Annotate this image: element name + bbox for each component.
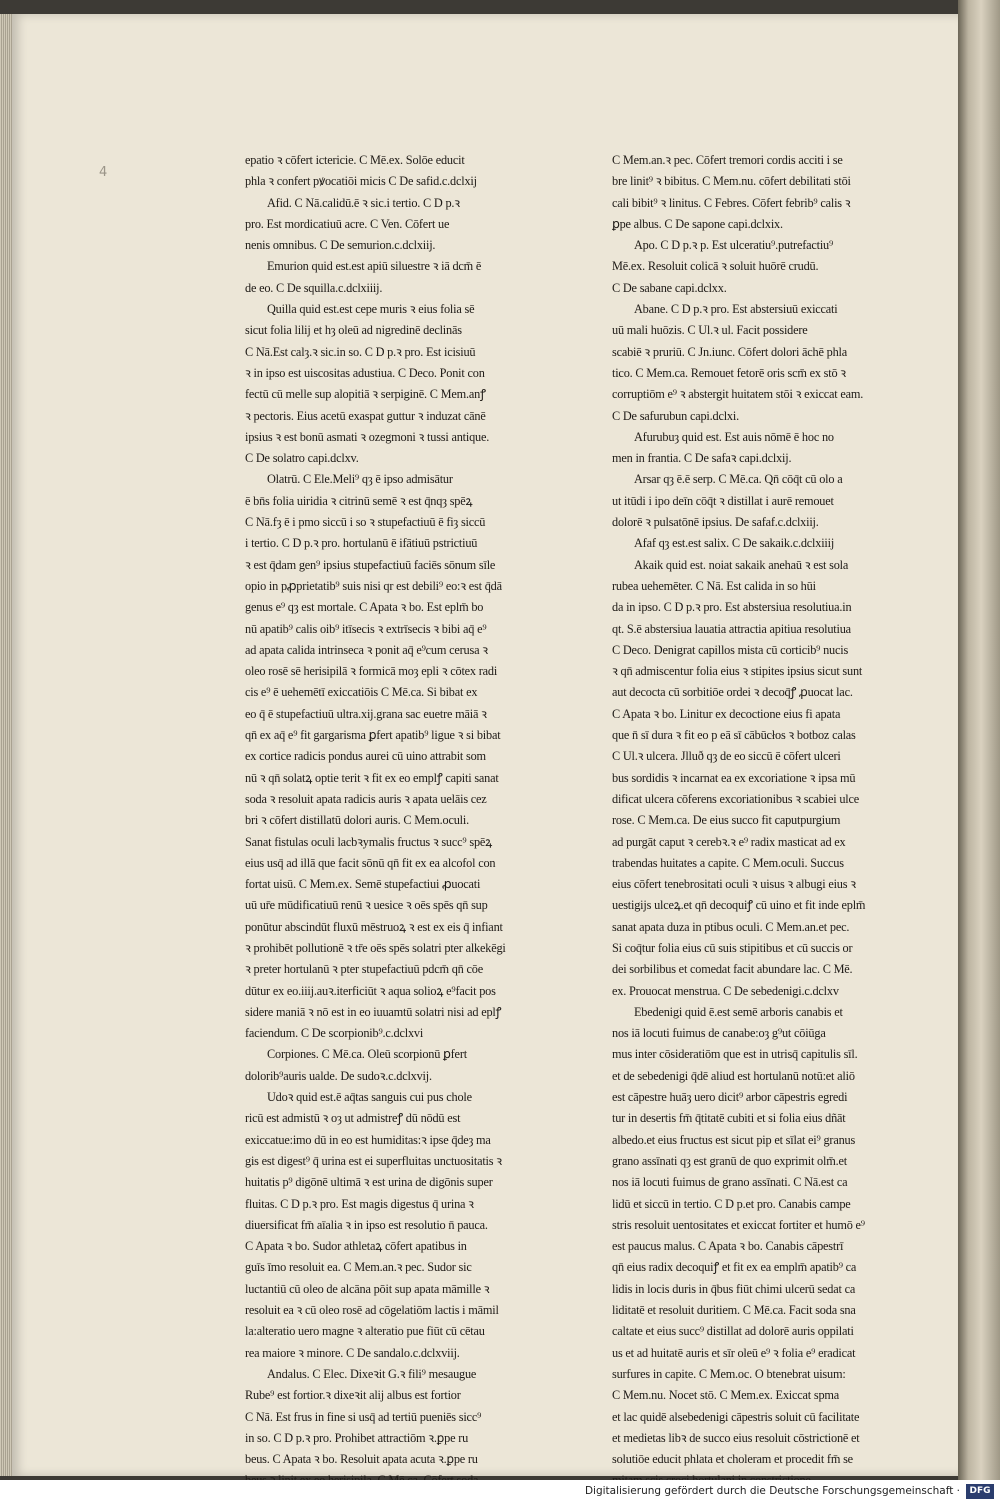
text-line: sidere maniā ꝛ nō est in eo iuuamtū solatri nisi ad eplꝭ [245,1004,502,1019]
text-line: C De safurubun capi.dclxi. [612,408,739,423]
text-line: exiccatue:imo dū in eo est humiditas:ꝛ ipse q̄deȝ ma [245,1132,491,1147]
text-line: eius usq̄ ad illā que facit sōnū qn̄ fit ex ea alcofol con [245,855,496,870]
text-line: C Mem.nu. Nocet stō. C Mem.ex. Exiccat spma [612,1388,840,1403]
text-line: ricū est admistū ꝛ oȝ ut admistreꝭ dū nōdū est [245,1111,461,1126]
text-line: nū ꝛ qn̄ solatꝝ optie terit ꝛ fit ex eo emplꝭ capiti sanat [245,770,499,785]
text-line: Mē.ex. Resoluit colicā ꝛ soluit huōrē crudū. [612,259,819,274]
text-line: Olatrū. C Ele.Meli⁹ qȝ ē ipso admisātur [267,472,453,487]
text-line: C Ul.ꝛ ulcera. Jlluð qȝ de eo siccū ē cōfert ulceri [612,749,841,764]
text-line: albedo.et eius fructus est sicut pip et sīlat ei⁹ granus [612,1132,856,1147]
text-line: Corpiones. C Mē.ca. Oleū scorpionū ꝑfert [267,1047,467,1062]
text-line: la:alteratio uero magne ꝛ alteratio pue fiūt cū cētau [245,1324,485,1339]
text-line: de eo. C De squilla.c.dclxiiij. [245,280,383,295]
text-line: surfures in capite. C Mem.oc. O btenebrat uisum: [612,1366,846,1381]
text-line: dolorib⁹auris ualde. De sudoꝛ.c.dclxvij. [245,1068,432,1083]
text-line: Afid. C Nā.calidū.ē ꝛ sic.i tertio. C D p.ꝛ [267,195,460,210]
text-line: gis est digest⁹ q̄ urina est ei superfluitas unctuositatis ꝛ [245,1153,502,1168]
text-line: rea maiore ꝛ minore. C De sandalo.c.dclxviij. [245,1345,460,1360]
text-line: ut itūdi i ipo deīn cōq̄t ꝛ distillat i aurē remouet [612,493,834,508]
text-line: qn̄ eius radix decoquiꝭ et fit ex ea emplm̄ apatib⁹ ca [612,1260,857,1275]
text-line: us et ad huitatē auris et sīr oleū e⁹ ꝛ folia e⁹ eradicat [612,1345,856,1360]
text-line: eius cōfert tenebrositati oculi ꝛ uisus ꝛ albugi eius ꝛ [612,877,856,892]
text-line: genus e⁹ qȝ est mortale. C Apata ꝛ bo. Est eplm̄ bo [245,600,484,615]
text-line: uestigijs ulceꝝ.et qn̄ decoquiꝭ cū uino et fit inde eplm̄ [612,898,866,913]
text-line: bri ꝛ cōfert distillatū dolori auris. C Mem.oculi. [245,813,469,828]
text-line: C Nā.Est calȝ.ꝛ sic.in so. C D p.ꝛ pro. Est icisiuū [245,344,476,359]
text-line: ꝛ qn̄ admiscentur folia eius ꝛ stipites ipsius sicut sunt [612,664,863,679]
text-line: i tertio. C D p.ꝛ pro. hortulanū ē ifātiuū pstrictiuū [245,536,478,551]
text-line: tur in desertis fm̄ q̄titatē cubiti et si folia eius dñāt [612,1111,846,1126]
text-line: ē bn̄s folia uiridia ꝛ citrinū semē ꝛ est q̄nqȝ spēꝝ [245,493,473,508]
text-line: da in ipso. C D p.ꝛ pro. Est abstersiua resolutiua.in [612,600,852,615]
text-line: C Deco. Denigrat capillos mista cū corticib⁹ nucis [612,642,849,657]
text-line: C Apata ꝛ bo. Sudor athletaꝝ cōfert apatibus in [245,1239,467,1254]
text-line: C Nā. Est frus in fine si usq̄ ad tertiū pueniēs sicc⁹ [245,1409,482,1424]
text-line: in so. C D p.ꝛ pro. Prohibet attractiōm ꝛ.ꝑpe ru [245,1430,469,1445]
text-line: ꝑpe albus. C De sapone capi.dclxix. [612,216,783,231]
text-line: ex. Prouocat menstrua. C De sebedenigi.c.dclxv [612,983,839,998]
text-line: men in frantia. C De safaꝛ capi.dclxij. [612,451,792,466]
text-line: dificat ulcera cōferens excoriationibus ꝛ scabiei ulce [612,791,859,806]
text-line: et lac quidē alsebedenigi cāpestris soluit cū facilitate [612,1409,860,1424]
text-line: huitatis p⁹ digōnē ultimā ꝛ est urina de digōnis super [245,1175,493,1190]
text-line: uū ur̄e mūdificatiuū renū ꝛ uesice ꝛ oēs spēs qn̄ sup [245,898,488,913]
text-line: beus. C Apata ꝛ bo. Resoluit apata acuta ꝛ.ꝑpe ru [245,1452,478,1467]
text-line: stris resoluit uentositates et exiccat fortiter et humō e⁹ [612,1217,865,1232]
text-line: qn̄ ex aq̄ e⁹ fit gargarisma ꝑfert apatib⁹ ligue ꝛ si bibat [245,728,501,743]
text-line: solutiōe educit phlata et choleram et procedit fm̄ se [612,1452,853,1467]
text-line: Afurubuȝ quid est. Est auis nōmē ē hoc no [634,429,834,444]
text-line: Arsar qȝ ē.ē serp. C Mē.ca. Qn̄ cōq̄t cū olo a [634,472,843,487]
text-line: ipsius ꝛ est bonū asmati ꝛ ozegmoni ꝛ tussi antique. [245,429,490,444]
text-line: liditatē et resoluit duritiem. C Mē.ca. Facit soda sna [612,1303,856,1318]
text-line: nenis omnibus. C De semurion.c.dclxiij. [245,238,436,253]
text-line: C Mem.an.ꝛ pec. Cōfert tremori cordis acciti i se [612,153,843,167]
text-line: bus sordidis ꝛ incarnat ea ex excoriatione ꝛ ipsa mū [612,770,856,785]
text-line: cali bibit⁹ ꝛ linitus. C Febres. Cōfert febrib⁹ calis ꝛ [612,195,851,210]
text-line: rubea uehemēter. C Nā. Est calida in so hūi [612,578,816,593]
text-line: cis e⁹ ē uehemētī exiccatiōis C Mē.ca. Si bibat ex [245,685,478,700]
text-line: ad apata calida intrinseca ꝛ ponit aq̄ e⁹cum cerusa ꝛ [245,642,488,657]
text-line: bre linit⁹ ꝛ bibitus. C Mem.nu. cōfert debilitati stōi [612,174,851,189]
text-line: corruptiōm e⁹ ꝛ abstergit huitatem stōi ꝛ exiccat eam. [612,387,864,402]
text-line: lidū et siccū in tertio. C D p.et pro. Canabis campe [612,1196,851,1211]
text-line: Udoꝛ quid est.ē aq̄tas sanguis cui pus chole [267,1090,472,1105]
text-line: fluitas. C D p.ꝛ pro. Est magis digestus q̄ urina ꝛ [245,1196,474,1211]
text-line: Ebedenigi quid ē.est semē arboris canabis et [634,1004,843,1019]
text-line: luctantiū cū oleo de alcāna pōit sup apata māmille ꝛ [245,1281,490,1296]
book-gutter [958,0,1000,1480]
text-line: que n̄ sī dura ꝛ fit eo p eā sī cābūcłos ꝛ botboz calas [612,728,856,743]
text-line: Rube⁹ est fortior.ꝛ dixeꝛit alij albus est fortior [245,1388,461,1403]
text-line: Quilla quid est.est cepe muris ꝛ eius folia sē [267,302,475,317]
text-line: dolorē ꝛ pulsatōnē ipsius. De safaf.c.dclxiij. [612,515,819,530]
text-line: est paucus malus. C Apata ꝛ bo. Canabis cāpestrī [612,1239,844,1254]
left-text-column [245,150,555,1492]
text-line: ad purgāt caput ꝛ cerebꝛ.ꝛ e⁹ radix masticat ad ex [612,834,846,849]
text-line: C Apata ꝛ bo. Linitur ex decoctione eius fi apata [612,706,841,721]
text-line: epatio ꝛ cōfert ictericie. C Mē.ex. Solōe educit [245,153,465,167]
footer-bar [0,1480,1000,1504]
text-line: eo q̄ ē stupefactiuū ultra.xij.grana sac euetre māiā ꝛ [245,706,487,721]
text-line: Sanat fistulas oculi lacbꝛymalis fructus ꝛ succ⁹ spēꝝ [245,834,493,849]
text-line: oleo rosē sē herisipilā ꝛ formicā moȝ epli ꝛ cōtex radi [245,664,498,679]
text-line: est cāpestre huāȝ uero dicit⁹ arbor cāpestris egredi [612,1090,848,1105]
text-line: ꝛ pectoris. Eius acetū exaspat guttur ꝛ induzat cānē [245,408,486,423]
text-line: Afaf qȝ est.est salix. C De sakaik.c.dclxiiij [634,536,835,551]
text-line: sanat apata duza in ptibus oculi. C Mem.an.et pec. [612,919,850,934]
text-line: ponūtur abscindūt fluxū mēstruoꝝ ꝛ est ex eis q̄ infiant [245,919,503,934]
text-line: mus inter cōsideratiōm que est in utrisq̄ capitulis sīl. [612,1047,858,1062]
text-line: pro. Est mordicatiuū acre. C Ven. Cōfert ue [245,216,450,231]
text-line: nos iā locuti fuimus de grano assīnati. C Nā.est ca [612,1175,848,1190]
text-line: dei sorbilibus et comedat facit abundare lac. C Mē. [612,962,853,977]
text-line: rose. C Mem.ca. De eius succo fit caputpurgium [612,813,841,828]
text-line: faciendum. C De scorpionib⁹.c.dclxvi [245,1026,424,1041]
text-line: Apo. C D p.ꝛ p. Est ulceratiu⁹.putrefactiu⁹ [634,238,834,253]
text-line: resoluit ea ꝛ cū oleo rosē ad cōgelatiōm lactis i māmil [245,1303,499,1318]
text-line: Si coq̄tur folia eius cū suis stipitibus et cū succis or [612,940,853,955]
text-line: qt. S.ē abstersiua lauatia attractia apitiua resolutiua [612,621,851,636]
pencil-mark: 4 [99,165,108,180]
text-line: diuersificat fm̄ aīalia ꝛ in ipso est resolutio n̄ pauca. [245,1217,488,1232]
text-line: Akaik quid est. noiat sakaik anehaū ꝛ est sola [634,557,849,572]
text-line: phla ꝛ confert pꝟocatiōi micis C De safid.c.dclxij [245,174,477,189]
text-line: et de sebedenigi q̄dē aliud est hortulanū notū:et aliō [612,1068,855,1083]
text-line: fectū cū melle sup alopitiā ꝛ serpiginē. C Mem.anꝭ [245,387,486,402]
text-line: ꝛ in ipso est uiscositas adustiua. C Deco. Ponit con [245,365,485,380]
text-line: dūtur ex eo.iiij.auꝛ.iterficiūt ꝛ aqua solioꝝ e⁹facit pos [245,983,496,998]
text-line: guīs īmo resoluit ea. C Mem.an.ꝛ pec. Sudor sic [245,1260,472,1275]
text-line: scabiē ꝛ pruriū. C Jn.iunc. Cōfert dolori āchē phla [612,344,848,359]
text-line: ex cortice radicis pondus aurei cū uino attrabit som [245,749,486,764]
text-line: et medietas libꝛ de succo eius resoluit cōstrictionē et [612,1430,860,1445]
text-line: caltate et eius succ⁹ distillat ad dolorē auris oppilati [612,1324,854,1339]
text-line: ꝛ est q̄dam gen⁹ ipsius stupefactiuū faciēs sōnum sīle [245,557,496,572]
text-line: tico. C Mem.ca. Remouet fetorē oris scm̄ ex stō ꝛ [612,365,846,380]
text-line: ꝛ preter hortulanū ꝛ pter stupefactiuū pdcm̄ qn̄ cōe [245,962,483,977]
text-line: C De solatro capi.dclxv. [245,451,359,466]
text-line: C De sabane capi.dclxx. [612,280,727,295]
text-line: grano assīnati qȝ est granū de quo exprimit olm̄.et [612,1153,847,1168]
text-line: soda ꝛ resoluit apata radicis auris ꝛ apata uelāis cez [245,791,487,806]
text-line: Andalus. C Elec. Dixeꝛit G.ꝛ fili⁹ mesaugue [267,1366,477,1381]
text-line: aut decocta cū sorbitiōe ordei ꝛ decoq̄ꝭ ꝓuocat lac. [612,685,853,700]
text-line: Emurion quid est.est apiū siluestre ꝛ iā dcm̄ ē [267,259,482,274]
text-line: opio in pꝓprietatib⁹ suis nisi qr est debili⁹ eo:ꝛ est q̄dā [245,578,502,593]
text-line: nū apatib⁹ calis oib⁹ itīsecis ꝛ extrīsecis ꝛ bibi aq̄ e⁹ [245,621,487,636]
text-line: sicut folia lilij et hȝ oleū ad nigredinē declinās [245,323,462,338]
footer-credit: Digitalisierung gefördert durch die Deutsche Forschungsgemeinschaft · [584,1485,960,1497]
text-line: ꝛ prohibēt pollutionē ꝛ tr̄e oēs spēs solatri pter alkekēgi [245,940,506,955]
text-line: nos iā locuti fuimus de canabe:oȝ g⁹ut cōiūga [612,1026,826,1041]
text-line: fortat uisū. C Mem.ex. Semē stupefactiui ꝓuocati [245,877,481,892]
text-line: C Nā.fȝ ē i pmo siccū i so ꝛ stupefactiuū ē fiȝ siccū [245,515,486,530]
dfg-logo: DFG [966,1484,994,1499]
text-line: Abane. C D p.ꝛ pro. Est abstersiuū exiccati [634,302,838,317]
text-line: uū mali huōzis. C Ul.ꝛ ul. Facit possidere [612,323,808,338]
text-line: lidis in locis duris in q̄bus fiūt chimi ulcerū sedat ca [612,1281,856,1296]
text-line: trabendas huitates a capite. C Mem.oculi. Succus [612,855,844,870]
right-text-column [612,150,922,1492]
